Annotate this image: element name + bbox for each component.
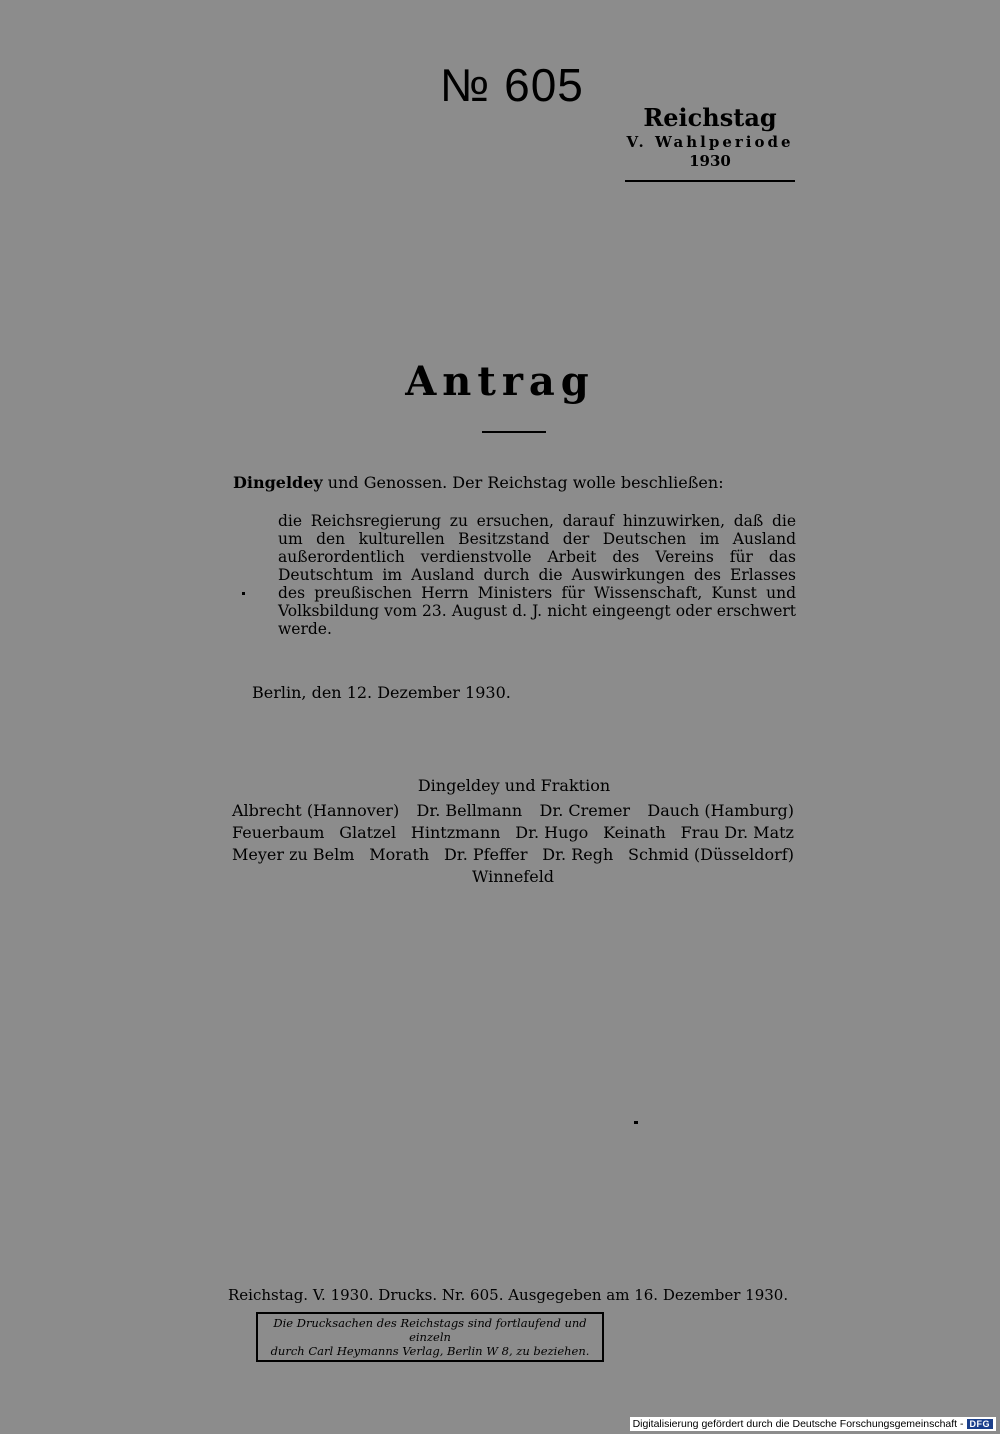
scan-speck <box>242 592 245 595</box>
signer-list <box>232 800 794 888</box>
signer: Morath <box>369 845 430 864</box>
signer-row <box>232 844 794 866</box>
signer: Glatzel <box>339 823 397 842</box>
signer: Dauch (Hamburg) <box>647 801 794 820</box>
signer: Schmid (Düsseldorf) <box>628 845 794 864</box>
footer-note-line: Die Drucksachen des Reichstags sind fortlaufend und einzeln <box>273 1316 587 1344</box>
heading-rule <box>482 431 546 433</box>
document-heading: Antrag <box>405 358 595 405</box>
signer: Feuerbaum <box>232 823 325 842</box>
reichstag-title: Reichstag <box>643 103 777 132</box>
intro-text: und Genossen. Der Reichstag wolle beschließen: <box>327 473 724 492</box>
signer-row <box>232 822 794 844</box>
signer: Keinath <box>603 823 666 842</box>
signer: Frau Dr. Matz <box>680 823 794 842</box>
footer-note-line: durch Carl Heymanns Verlag, Berlin W 8, zu beziehen. <box>270 1344 590 1358</box>
footer-distribution-note <box>256 1312 604 1362</box>
reichstag-year: 1930 <box>689 152 731 170</box>
signer-last: Winnefeld <box>471 867 555 886</box>
intro-name: Dingeldey <box>233 473 323 492</box>
header-rule <box>625 180 795 182</box>
motion-text: die Reichsregierung zu ersuchen, darauf hinzuwirken, daß die um den kulturellen Besitzstand der Deutschen im Ausland außerordentlich verdienstvolle Arbeit des Vereins für das Deutschtum im Ausland durch die Auswirkungen des Erlasses des preußischen Herrn Ministers für Wissenschaft, Kunst und Volksbildung vom 23. August d. J. nicht eingeengt oder erschwert werde. <box>278 512 796 638</box>
signer: Dr. Regh <box>542 845 614 864</box>
signer: Dr. Bellmann <box>416 801 523 820</box>
signer: Hintzmann <box>410 823 501 842</box>
signer: Dr. Cremer <box>539 801 631 820</box>
signer-row <box>232 800 794 822</box>
footer-print-line: Reichstag. V. 1930. Drucks. Nr. 605. Ausgegeben am 16. Dezember 1930. <box>228 1286 789 1304</box>
scan-speck <box>634 1121 638 1124</box>
signer: Dr. Hugo <box>515 823 589 842</box>
credit-text: Digitalisierung gefördert durch die Deutsche Forschungsgemeinschaft - <box>632 1418 964 1430</box>
signer: Dr. Pfeffer <box>443 845 528 864</box>
election-period: V. Wahlperiode <box>626 133 794 151</box>
document-number: № 605 <box>440 59 584 111</box>
signer: Meyer zu Belm <box>232 845 355 864</box>
signer: Albrecht (Hannover) <box>232 801 400 820</box>
digitization-credit <box>630 1417 996 1431</box>
reichstag-header <box>625 104 795 170</box>
dfg-logo: DFG <box>967 1419 994 1429</box>
date-line: Berlin, den 12. Dezember 1930. <box>252 683 511 702</box>
intro-line <box>233 473 724 492</box>
signature-heading: Dingeldey und Fraktion <box>417 776 611 795</box>
